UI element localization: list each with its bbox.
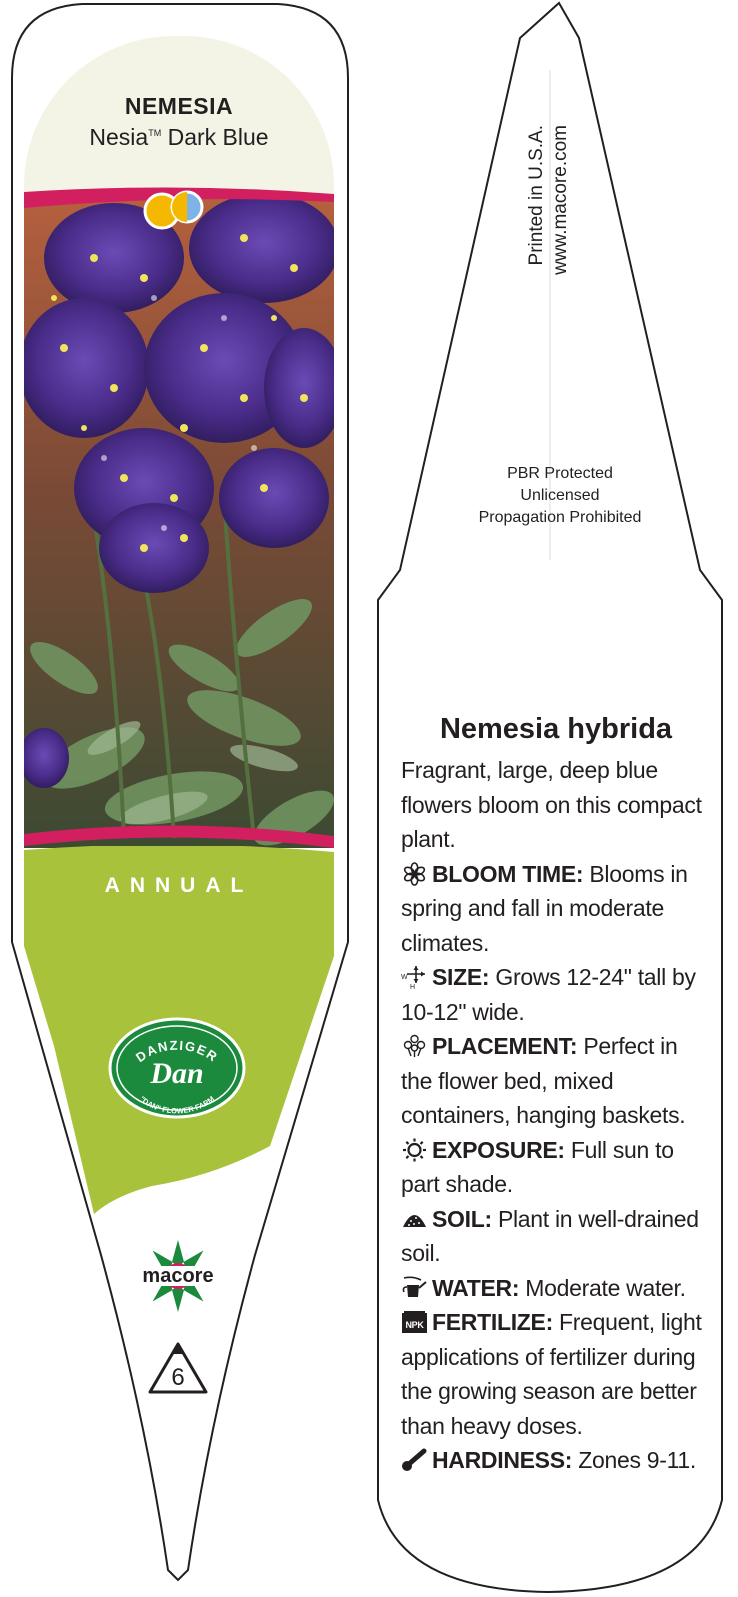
logo-script-text: Dan [150,1057,204,1090]
npk-text: NPK [405,1320,424,1330]
soil-label: SOIL: [432,1205,492,1232]
care-water [401,1271,706,1306]
printed-info [525,125,585,295]
pbr-line-2: Unlicensed [520,487,600,504]
macore-logo-text: macore [142,1265,214,1287]
fertilize-text: Frequent, light applications of fertilizer during the growing season are better than heavy doses. [401,1309,702,1439]
recycle-6-icon [146,1340,210,1396]
care-size [401,960,706,1029]
pbr-notice [440,463,680,529]
macore-logo [130,1238,226,1318]
logo-top-text: DANZIGER [133,1037,221,1066]
soil-pile-icon [401,1207,428,1231]
variety-name: Nesia [89,124,149,150]
care-instructions [401,753,706,1478]
printed-in-text: Printed in U.S.A. [526,125,547,266]
logo-bottom-text: "DAN" FLOWER FARM [138,1094,216,1116]
variety-color: Dark Blue [167,124,269,150]
sun-requirement-icons [140,190,210,232]
placement-text: Perfect in the flower bed, mixed containers, hanging baskets. [401,1033,686,1128]
plant-photo [24,198,334,848]
water-label: WATER: [432,1274,520,1301]
hardiness-label: HARDINESS: [432,1447,573,1473]
description: Fragrant, large, deep blue flowers bloom on this compact plant. [401,757,702,852]
npk-bag-icon [401,1310,428,1334]
website-text: www.macore.com [550,125,571,275]
bloom-time-text: Blooms in spring and fall in moderate climates. [401,860,688,956]
placement-flowers-icon [401,1034,428,1058]
water-text: Moderate water. [525,1274,686,1301]
watering-can-icon [401,1276,428,1300]
pbr-line-3: Propagation Prohibited [478,509,642,526]
flower-icon [401,862,428,886]
size-label: SIZE: [432,964,490,990]
care-fertilize [401,1305,706,1443]
care-placement [401,1029,706,1133]
soil-text: Plant in well-drained soil. [401,1205,699,1266]
category-label: ANNUAL [104,874,254,897]
size-icon-h: H [410,984,415,989]
care-hardiness [401,1443,706,1478]
genus-title: NEMESIA [124,93,234,119]
care-bloom-time [401,857,706,961]
recycle-number: 6 [171,1364,185,1391]
scientific-name: Nemesia hybrida [439,713,673,745]
care-soil [401,1202,706,1271]
part-shade-icon [172,192,202,222]
trademark-mark: TM [148,128,162,138]
hardiness-text: Zones 9-11. [578,1447,696,1473]
care-exposure [401,1133,706,1202]
size-icon-w: W [401,974,408,981]
placement-label: PLACEMENT: [432,1033,578,1059]
pbr-line-1: PBR Protected [507,465,613,482]
thermometer-icon [401,1448,428,1472]
danziger-logo [108,1017,246,1119]
exposure-text: Full sun to part shade. [401,1136,674,1197]
size-text: Grows 12-24" tall by 10-12" wide. [401,964,696,1025]
size-arrows-icon [401,965,428,989]
fertilize-label: FERTILIZE: [432,1309,553,1335]
exposure-label: EXPOSURE: [432,1136,565,1163]
sun-outline-icon [401,1138,428,1162]
variety-title [24,124,334,151]
bloom-time-label: BLOOM TIME: [432,860,584,887]
